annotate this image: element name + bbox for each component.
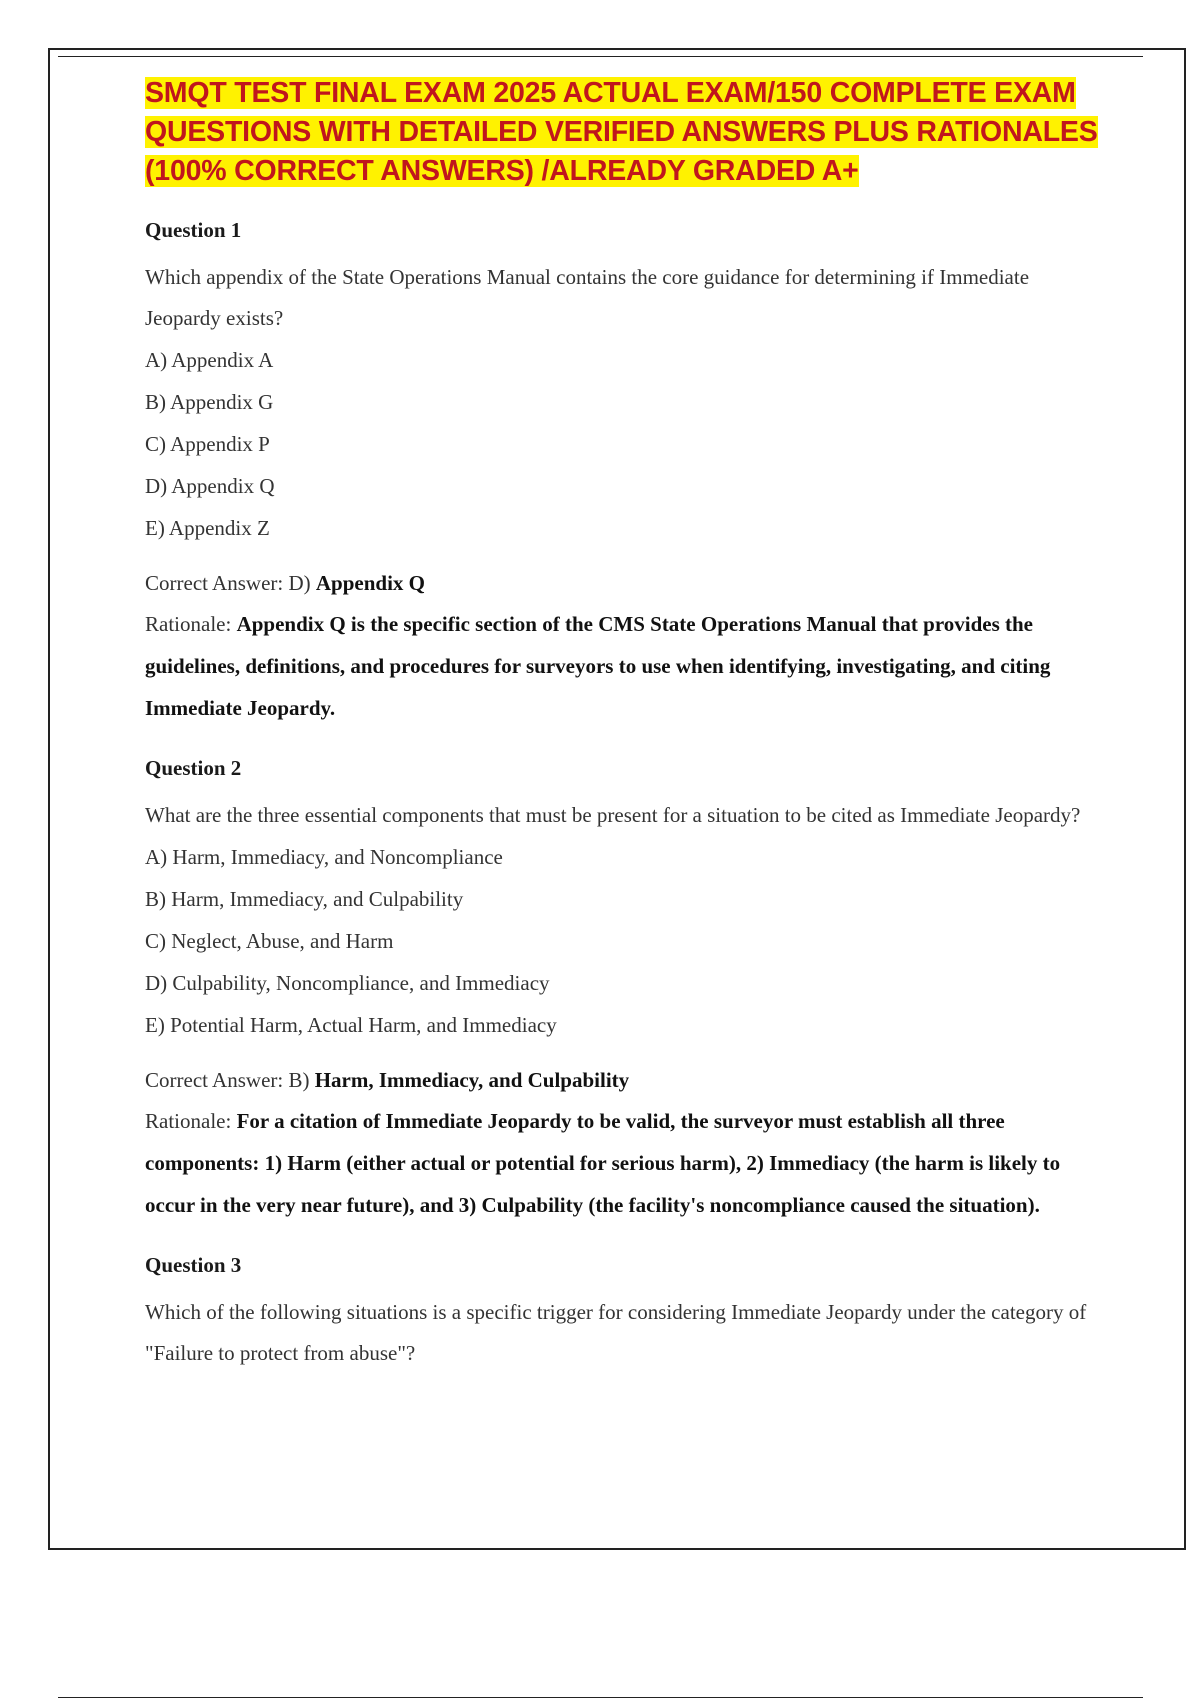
answer-block [145,563,1105,729]
option-a: A) Harm, Immediacy, and Noncompliance [145,845,503,869]
question-2 [145,755,1105,1226]
rationale [145,603,1105,729]
question-text: Which appendix of the State Operations Manual contains the core guidance for determining if Immediate Jeopardy exists? [145,265,1030,330]
option-c: C) Appendix P [145,432,270,456]
question-3 [145,1252,1105,1374]
option-e: E) Potential Harm, Actual Harm, and Immediacy [145,1013,557,1037]
options-list [145,836,1105,1046]
document-title [145,74,1105,191]
answer-label: Correct Answer: D) [145,571,316,595]
option-a: A) Appendix A [145,348,274,372]
rationale-label: Rationale: [145,1109,237,1133]
title-line-1: SMQT TEST FINAL EXAM 2025 ACTUAL EXAM/150 COMPLETE EXAM [145,77,1076,109]
option-b: B) Harm, Immediacy, and Culpability [145,887,464,911]
rationale [145,1100,1105,1226]
question-heading: Question 1 [145,218,242,242]
bottom-rule [58,1697,1143,1698]
rationale-label: Rationale: [145,612,237,636]
options-list [145,339,1105,549]
rationale-text: For a citation of Immediate Jeopardy to be valid, the surveyor must establish all three components: 1) Harm (either actual or potential for serious harm), 2) Immediacy (the harm is likely to occur in the very near future), and 3) Culpability (the facility's noncompliance caused the situation). [145,1109,1061,1217]
answer-value: Harm, Immediacy, and Culpability [314,1068,630,1092]
question-heading: Question 3 [145,1253,242,1277]
correct-answer [145,563,1105,603]
answer-value: Appendix Q [315,571,425,595]
correct-answer [145,1060,1105,1100]
document-content [145,74,1105,1374]
question-text: What are the three essential components that must be present for a situation to be cited as Immediate Jeopardy? [145,803,1081,827]
answer-block [145,1060,1105,1226]
top-rule [58,56,1143,57]
question-1 [145,217,1105,729]
option-c: C) Neglect, Abuse, and Harm [145,929,394,953]
question-text: Which of the following situations is a specific trigger for considering Immediate Jeopardy under the category of "Failure to protect from abuse"? [145,1300,1087,1365]
title-line-2: QUESTIONS WITH DETAILED VERIFIED ANSWERS PLUS RATIONALES [145,116,1098,148]
option-b: B) Appendix G [145,390,274,414]
option-d: D) Culpability, Noncompliance, and Immediacy [145,971,550,995]
option-e: E) Appendix Z [145,516,270,540]
title-line-3: (100% CORRECT ANSWERS) /ALREADY GRADED A+ [145,155,859,187]
answer-label: Correct Answer: B) [145,1068,315,1092]
option-d: D) Appendix Q [145,474,275,498]
rationale-text: Appendix Q is the specific section of the CMS State Operations Manual that provides the guidelines, definitions, and procedures for surveyors to use when identifying, investigating, and citing Immediate Jeopardy. [145,612,1051,720]
question-heading: Question 2 [145,756,242,780]
